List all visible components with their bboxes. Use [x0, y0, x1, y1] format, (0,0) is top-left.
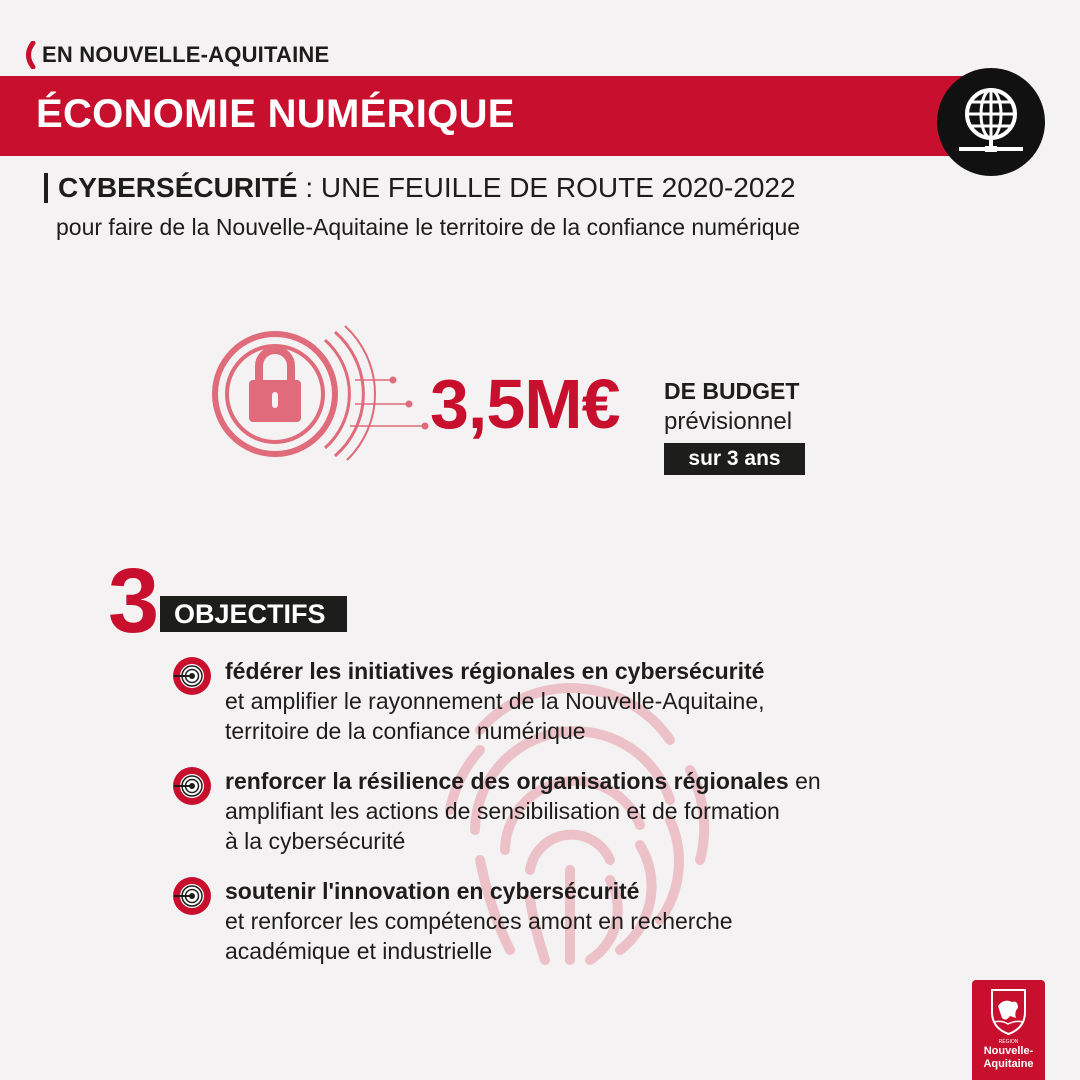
globe-network-icon	[937, 68, 1045, 176]
tagline: pour faire de la Nouvelle-Aquitaine le territoire de la confiance numérique	[56, 214, 801, 240]
budget-duration-badge: sur 3 ans	[664, 443, 805, 475]
objective-line: amplifiant les actions de sensibilisation et de formation	[225, 798, 780, 824]
kicker	[22, 40, 329, 70]
objective-title: soutenir l'innovation en cybersécurité	[225, 878, 640, 904]
objective-item	[172, 876, 932, 966]
logo-line1: Nouvelle-	[983, 1045, 1034, 1057]
padlock-icon	[205, 318, 445, 470]
objective-line: et amplifier le rayonnement de la Nouvelle-Aquitaine,	[225, 688, 765, 714]
page-title: ÉCONOMIE NUMÉRIQUE	[36, 92, 515, 136]
subtitle	[44, 172, 796, 204]
objective-line: et renforcer les compétences amont en recherche	[225, 908, 733, 934]
budget-sub: prévisionnel	[664, 408, 793, 435]
subtitle-strong: CYBERSÉCURITÉ	[58, 172, 298, 203]
objective-line: territoire de la confiance numérique	[225, 718, 586, 744]
logo-small: RÉGION	[998, 1039, 1019, 1045]
objective-item	[172, 766, 932, 856]
target-icon	[172, 876, 212, 916]
objective-title: fédérer les initiatives régionales en cybersécurité	[225, 658, 765, 684]
budget-label: DE BUDGET	[664, 378, 800, 404]
region-logo	[972, 980, 1045, 1080]
budget-amount: 3,5M€	[430, 365, 620, 443]
subtitle-rest: : UNE FEUILLE DE ROUTE 2020-2022	[297, 172, 796, 203]
objectives-count: 3	[108, 550, 160, 652]
target-icon	[172, 766, 212, 806]
lion-crest-icon	[972, 982, 1045, 1040]
subtitle-bar	[44, 173, 48, 203]
target-icon	[172, 656, 212, 696]
objectives-heading: OBJECTIFS	[160, 596, 347, 632]
kicker-text: EN NOUVELLE-AQUITAINE	[42, 42, 330, 67]
objective-title-tail: en	[788, 768, 821, 794]
objective-line: académique et industrielle	[225, 938, 493, 964]
objective-title: renforcer la résilience des organisations régionales	[225, 768, 789, 794]
title-banner	[0, 76, 1000, 156]
objective-line: à la cybersécurité	[225, 828, 406, 854]
bracket-mark-icon	[22, 41, 36, 69]
objective-item	[172, 656, 932, 746]
logo-line2: Aquitaine	[983, 1058, 1034, 1070]
